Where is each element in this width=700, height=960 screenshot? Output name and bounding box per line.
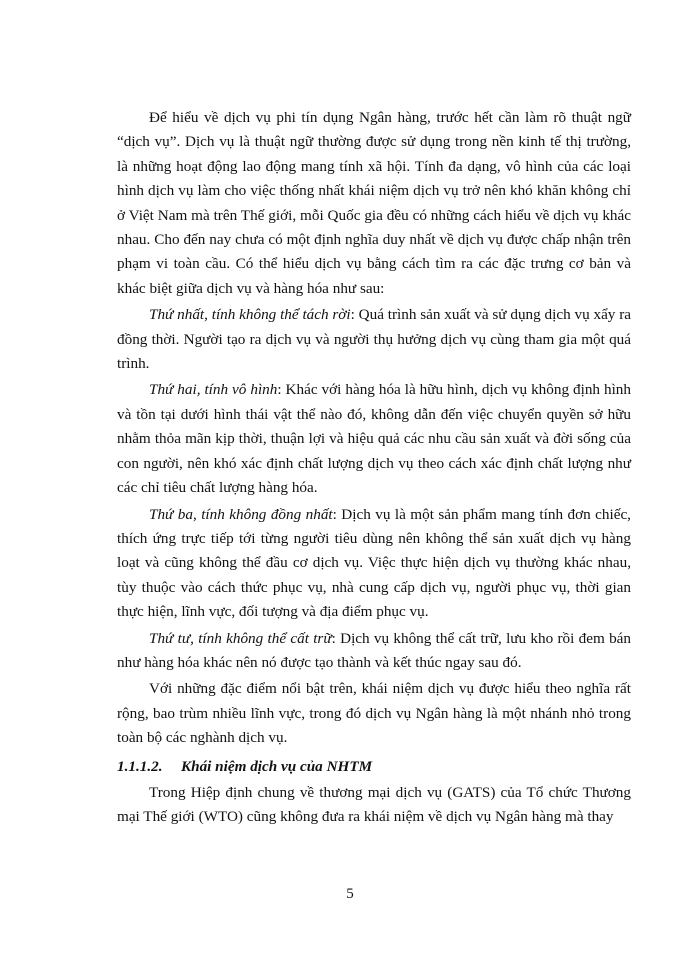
characteristic-paragraph (117, 378, 631, 500)
characteristic-text: : Khác với hàng hóa là hữu hình, dịch vụ không định hình và tồn tại dưới hình thái vật thể nào đó, không dẫn đến việc chuyển quyền sở hữu nhằm thỏa mãn kịp thời, thuận lợi và hiệu quả các nhu cầu sản xuất và đời sống của con người, nên khó xác định chất lượng dịch vụ theo cách xác định chất lượng như các chỉ tiêu chất lượng hàng hóa. (117, 381, 631, 497)
characteristic-text: : Dịch vụ là một sản phẩm mang tính đơn chiếc, thích ứng trực tiếp tới từng người tiêu dùng nên không thể sản xuất dịch vụ hàng loạt và cũng không thể đầu cơ dịch vụ. Việc thực hiện dịch vụ thường khác nhau, tùy thuộc vào cách thức phục vụ, nhà cung cấp dịch vụ, người phục vụ, thời gian thực hiện, lĩnh vực, đối tượng và địa điểm phục vụ. (117, 505, 631, 621)
characteristic-paragraph (117, 503, 631, 625)
section-paragraph: Trong Hiệp định chung về thương mại dịch vụ (GATS) của Tổ chức Thương mại Thế giới (WTO) cũng không đưa ra khái niệm về dịch vụ Ngân hàng mà thay (117, 783, 631, 826)
section-title: Khái niệm dịch vụ của NHTM (181, 757, 373, 775)
summary-paragraph: Với những đặc điểm nổi bật trên, khái niệm dịch vụ được hiểu theo nghĩa rất rộng, bao trùm nhiều lĩnh vực, trong đó dịch vụ Ngân hàng là một nhánh nhỏ trong toàn bộ các nghành dịch vụ. (117, 680, 631, 747)
characteristic-text: : Quá trình sản xuất và sử dụng dịch vụ xẩy ra đồng thời. Người tạo ra dịch vụ và người thụ hưởng dịch vụ cùng tham gia một quá trình. (117, 306, 632, 373)
page-body (117, 106, 631, 830)
section-heading (117, 755, 631, 779)
characteristic-lead: Thứ ba, tính không đồng nhất (149, 505, 333, 523)
characteristic-paragraph (117, 303, 631, 376)
characteristic-text: : Dịch vụ không thể cất trữ, lưu kho rồi đem bán như hàng hóa khác nên nó được tạo thành và kết thúc ngay sau đó. (117, 629, 631, 671)
section-number: 1.1.1.2. (117, 757, 163, 775)
intro-paragraph: Để hiểu về dịch vụ phi tín dụng Ngân hàng, trước hết cần làm rõ thuật ngữ “dịch vụ”. Dịch vụ là thuật ngữ thường được sử dụng trong nền kinh tế thị trường, là những hoạt động lao động mang tính xã hội. Tính đa dạng, vô hình của các loại hình dịch vụ làm cho việc thống nhất khái niệm dịch vụ trở nên khó khăn không chỉ ở Việt Nam mà trên Thế giới, mỗi Quốc gia đều có những cách hiểu về dịch vụ khác nhau. Cho đến nay chưa có một định nghĩa duy nhất về dịch vụ được chấp nhận trên phạm vi toàn cầu. Có thể hiểu dịch vụ bằng cách tìm ra các đặc trưng cơ bản và khác biệt giữa dịch vụ và hàng hóa như sau: (117, 109, 631, 297)
characteristic-paragraph (117, 627, 631, 676)
page-number: 5 (346, 886, 354, 902)
characteristic-lead: Thứ tư, tính không thể cất trữ (149, 629, 332, 647)
characteristic-lead: Thứ hai, tính vô hình (149, 381, 278, 399)
characteristic-lead: Thứ nhất, tính không thể tách rời (149, 306, 351, 324)
